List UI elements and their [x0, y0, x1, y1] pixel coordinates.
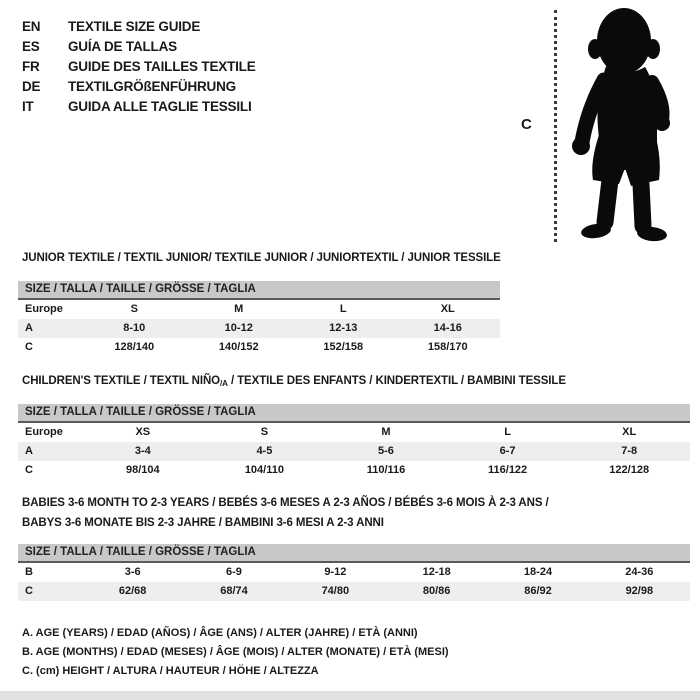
row-label: Europe — [25, 303, 63, 315]
cell: 7-8 — [621, 445, 638, 457]
lang-label: GUIDA ALLE TAGLIE TESSILI — [68, 99, 252, 114]
cell: M — [381, 426, 391, 438]
height-measure-dotted-line — [554, 10, 557, 242]
row-label: C — [25, 341, 33, 353]
cell: S — [130, 303, 138, 315]
measurement-legend — [22, 624, 449, 681]
lang-code: EN — [22, 19, 41, 34]
cell: L — [504, 426, 511, 438]
cell: 10-12 — [224, 322, 253, 334]
legend-line-b: B. AGE (MONTHS) / EDAD (MESES) / ÂGE (MOIS) / ALTER (MONATE) / ETÀ (MESI) — [22, 646, 449, 658]
row-label: A — [25, 322, 33, 334]
cell: 3-6 — [124, 566, 141, 578]
children-title-sub: /A — [220, 379, 228, 388]
cell: 6-7 — [499, 445, 516, 457]
table-row-height — [18, 582, 690, 601]
cell: 18-24 — [523, 566, 553, 578]
cell: 152/158 — [323, 341, 364, 353]
table-row-europe — [18, 300, 500, 319]
size-header-bar: SIZE / TALLA / TAILLE / GRÖSSE / TAGLIA — [18, 544, 690, 561]
cell: 110/116 — [366, 464, 406, 476]
babies-title-line2: BABYS 3-6 MONATE BIS 2-3 JAHRE / BAMBINI 3-6 MESI A 2-3 ANNI — [22, 517, 384, 529]
lang-row-fr — [22, 57, 256, 77]
children-title-post: / TEXTILE DES ENFANTS / KINDERTEXTIL / BAMBINI TESSILE — [227, 375, 566, 387]
babies-size-table — [18, 544, 690, 601]
toddler-silhouette-image — [562, 4, 694, 244]
table-row-height — [18, 338, 500, 357]
size-header-bar: SIZE / TALLA / TAILLE / GRÖSSE / TAGLIA — [18, 404, 690, 421]
table-row-age — [18, 319, 500, 338]
babies-section-title — [22, 493, 549, 533]
height-measure-label: C — [521, 116, 532, 133]
cell: 128/140 — [114, 341, 155, 353]
cell: 86/92 — [524, 585, 552, 597]
cell: 80/86 — [422, 585, 451, 597]
children-title-pre: CHILDREN'S TEXTILE / TEXTIL NIÑO — [22, 375, 221, 387]
lang-code: IT — [22, 99, 34, 114]
cell: XS — [135, 426, 151, 438]
cell: 8-10 — [123, 322, 146, 334]
cell: 4-5 — [256, 445, 273, 457]
legend-line-c: C. (cm) HEIGHT / ALTURA / HAUTEUR / HÖHE / ALTEZZA — [22, 665, 319, 677]
junior-section-title: JUNIOR TEXTILE / TEXTIL JUNIOR/ TEXTILE JUNIOR / JUNIORTEXTIL / JUNIOR TESSILE — [22, 252, 501, 264]
cell: 12-13 — [329, 322, 358, 334]
cell: 98/104 — [125, 464, 160, 476]
table-row-age — [18, 442, 690, 461]
cell: 92/98 — [625, 585, 654, 597]
babies-title-line1: BABIES 3-6 MONTH TO 2-3 YEARS / BEBÉS 3-6 MESES A 2-3 AÑOS / BÉBÉS 3-6 MOIS À 2-3 ANS / — [22, 497, 549, 509]
cell: 12-18 — [422, 566, 451, 578]
row-label: C — [25, 464, 33, 476]
cell: XL — [622, 426, 637, 438]
table-row-months — [18, 563, 690, 582]
lang-code: ES — [22, 39, 40, 54]
cell: XL — [440, 303, 455, 315]
cell: L — [339, 303, 347, 315]
bottom-edge-strip — [0, 691, 700, 700]
cell: 14-16 — [433, 322, 462, 334]
row-label: C — [25, 585, 33, 597]
row-label: A — [25, 445, 33, 457]
cell: 24-36 — [625, 566, 654, 578]
legend-line-a: A. AGE (YEARS) / EDAD (AÑOS) / ÂGE (ANS) / ALTER (JAHRE) / ETÀ (ANNI) — [22, 627, 418, 639]
lang-label: TEXTILGRÖßENFÜHRUNG — [68, 79, 236, 94]
row-label: Europe — [25, 426, 63, 438]
lang-label: TEXTILE SIZE GUIDE — [68, 19, 201, 34]
cell: 6-9 — [226, 566, 242, 578]
cell: 74/80 — [321, 585, 350, 597]
cell: 158/170 — [427, 341, 468, 353]
cell: 116/122 — [488, 464, 528, 476]
cell: M — [234, 303, 244, 315]
lang-code: DE — [22, 79, 41, 94]
cell: 62/68 — [118, 585, 147, 597]
lang-row-en — [22, 17, 256, 37]
cell: S — [260, 426, 269, 438]
cell: 140/152 — [218, 341, 259, 353]
junior-size-table — [18, 281, 500, 357]
cell: 3-4 — [134, 445, 151, 457]
cell: 104/110 — [244, 464, 284, 476]
row-label: B — [25, 566, 33, 578]
cell: 5-6 — [378, 445, 394, 457]
cell: 122/128 — [609, 464, 650, 476]
children-section-title — [22, 375, 566, 388]
lang-row-de — [22, 77, 256, 97]
lang-row-it — [22, 97, 256, 117]
table-row-height — [18, 461, 690, 480]
lang-code: FR — [22, 59, 40, 74]
cell: 68/74 — [220, 585, 248, 597]
language-header — [22, 17, 256, 117]
lang-label: GUIDE DES TAILLES TEXTILE — [68, 59, 256, 74]
cell: 9-12 — [324, 566, 347, 578]
lang-label: GUÍA DE TALLAS — [68, 39, 177, 54]
lang-row-es — [22, 37, 256, 57]
table-row-europe — [18, 423, 690, 442]
children-size-table — [18, 404, 690, 480]
size-header-bar: SIZE / TALLA / TAILLE / GRÖSSE / TAGLIA — [18, 281, 500, 298]
